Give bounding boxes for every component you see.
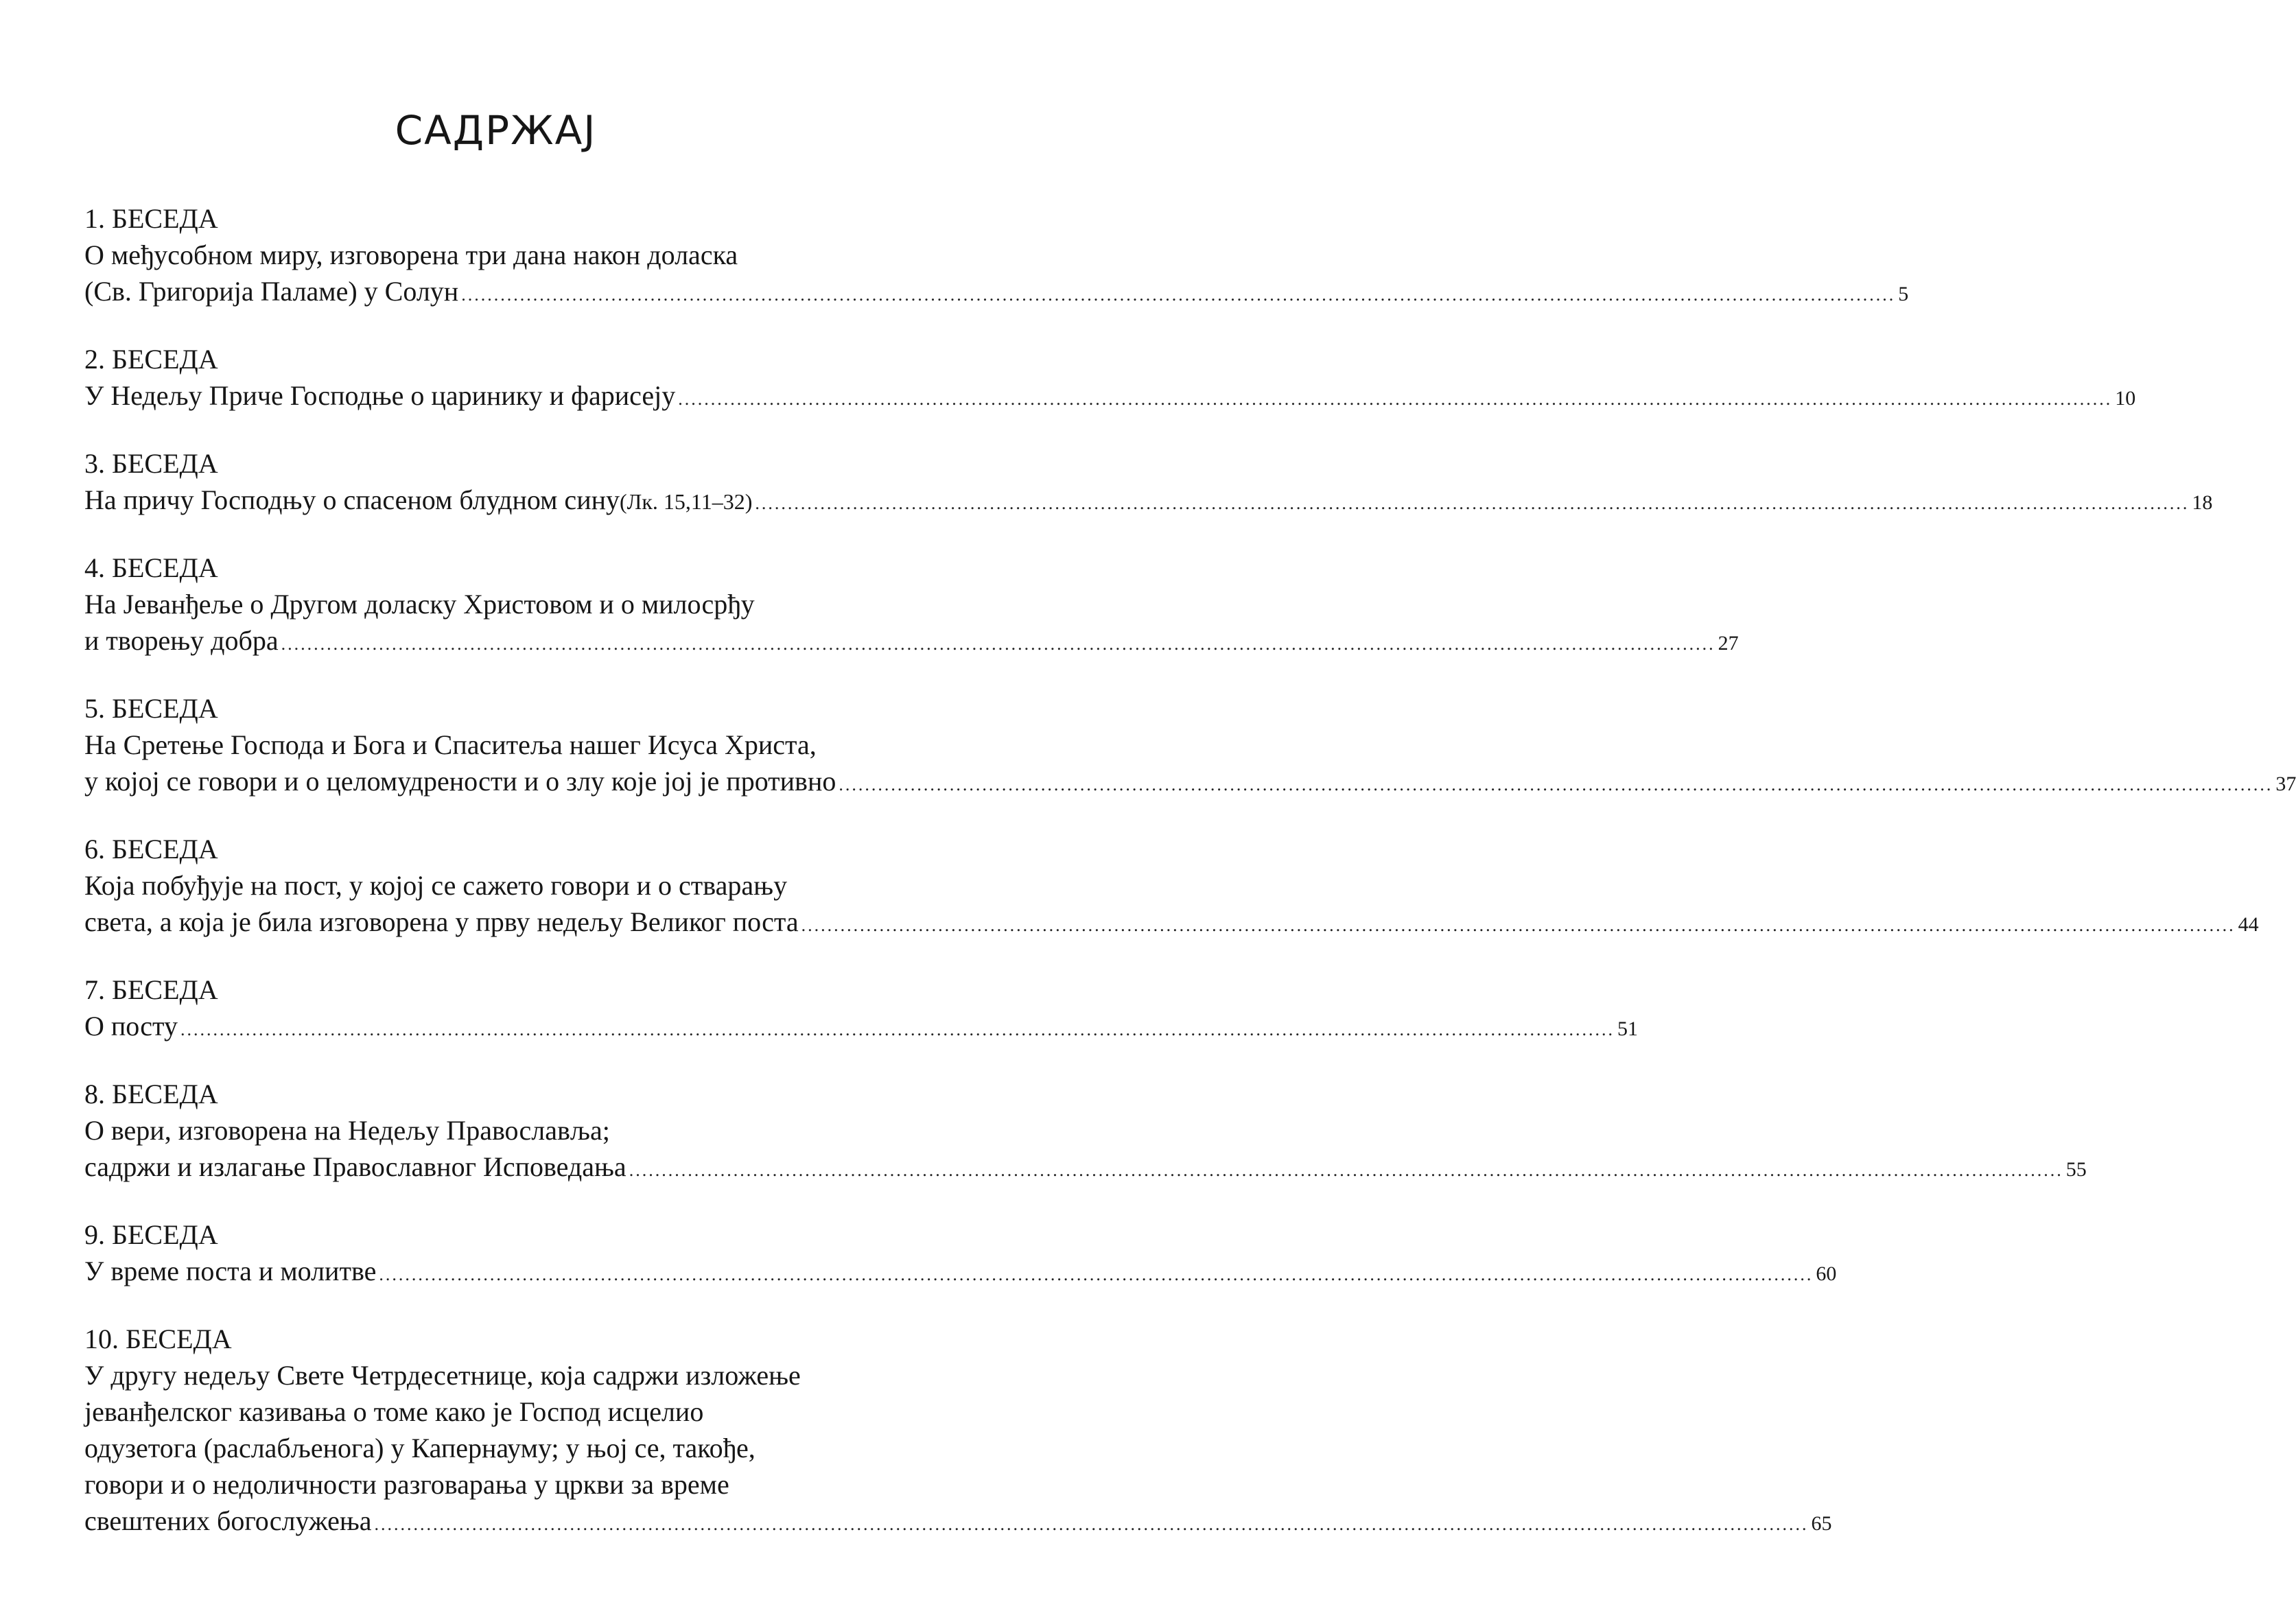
toc-entry-reference: (Лк. 15,11–32) [620, 489, 753, 514]
toc-entry-text: У Недељу Приче Господње о царинику и фарисеју [84, 380, 676, 411]
toc-entry-line: У другу недељу Свете Четрдесетнице, која садржи изложење [84, 1360, 801, 1391]
toc-entry [84, 1321, 1832, 1542]
toc-entry-heading: 5. БЕСЕДА [84, 693, 218, 724]
toc-entry-text: садржи и излагање Православног Исповедања [84, 1151, 626, 1182]
toc-entry [84, 200, 1909, 313]
toc-page-number: 5 [1898, 283, 1909, 305]
toc-entry-last-line [84, 482, 2213, 521]
toc-entry [84, 690, 2296, 803]
toc-entry-line: О вери, изговорена на Недељу Православља; [84, 1115, 610, 1146]
toc-entry-heading: 6. БЕСЕДА [84, 834, 218, 864]
toc-entry-line: одузетога (раслабљенога) у Капернауму; у њој се, такође, [84, 1433, 755, 1463]
toc-entry-text: О посту [84, 1011, 178, 1042]
toc-page-number: 60 [1816, 1262, 1837, 1285]
toc-entry-heading: 3. БЕСЕДА [84, 448, 218, 479]
dot-leader: ............................................................................................................................................................................................................................ [755, 493, 2190, 513]
dot-leader: ............................................................................................................................................................................................................................ [678, 389, 2113, 409]
page-title: САДРЖАЈ [395, 107, 597, 154]
toc-entry-line: Која побуђује на пост, у којој се сажето говори и о стварању [84, 870, 788, 901]
toc-entry-text: На причу Господњу о спасеном блудном сину [84, 484, 620, 515]
toc-entry [84, 972, 1638, 1048]
toc-entry-line: О међусобном миру, изговорена три дана након доласка [84, 239, 738, 270]
toc-entry-text: у којој се говори и о целомудрености и о злу које јој је противно [84, 766, 836, 797]
dot-leader: ............................................................................................................................................................................................................................ [379, 1264, 1814, 1284]
toc-entry-last-line [84, 377, 2136, 417]
toc-entry-text: свештених богослужења [84, 1505, 372, 1536]
toc-entry-last-line [84, 904, 2259, 943]
dot-leader: ............................................................................................................................................................................................................................ [629, 1160, 2063, 1180]
toc-entry-heading: 8. БЕСЕДА [84, 1079, 218, 1109]
toc-entry-text: и творењу добра [84, 625, 279, 656]
dot-leader: ............................................................................................................................................................................................................................ [180, 1020, 1615, 1039]
toc-entry-last-line [84, 622, 1739, 662]
toc-entry-heading: 9. БЕСЕДА [84, 1219, 218, 1250]
toc-entry-heading: 7. БЕСЕДА [84, 974, 218, 1005]
toc-entry [84, 1216, 1837, 1293]
toc-entry [84, 445, 2213, 521]
toc-entry-last-line [84, 273, 1909, 313]
toc-page-number: 27 [1718, 632, 1739, 655]
toc-page-number: 51 [1617, 1017, 1638, 1040]
dot-leader: ............................................................................................................................................................................................................................ [461, 285, 1896, 305]
dot-leader: ............................................................................................................................................................................................................................ [839, 775, 2273, 795]
toc-entry-heading: 10. БЕСЕДА [84, 1323, 232, 1354]
toc-entry-heading: 4. БЕСЕДА [84, 552, 218, 583]
toc-page-number: 37 [2275, 773, 2296, 795]
toc-entry-last-line [84, 763, 2296, 803]
toc-entry-line: јеванђелског казивања о томе како је Господ исцелио [84, 1396, 704, 1427]
toc-entry-heading: 1. БЕСЕДА [84, 203, 218, 234]
toc-entry [84, 831, 2259, 943]
toc-entry-line: На Јеванђеље о Другом доласку Христовом и о милосрђу [84, 589, 755, 620]
toc-page-number: 10 [2115, 387, 2136, 410]
toc-page-number: 65 [1811, 1512, 1832, 1535]
toc-entry-text: У време поста и молитве [84, 1256, 377, 1286]
toc-entry-last-line [84, 1253, 1837, 1293]
dot-leader: ............................................................................................................................................................................................................................ [281, 634, 1715, 654]
toc-entry-line: На Сретење Господа и Бога и Спаситеља нашег Исуса Христа, [84, 729, 817, 760]
toc-entry-text: света, а која је била изговорена у прву недељу Великог поста [84, 906, 799, 937]
toc-entry [84, 1076, 2087, 1188]
toc-page-number: 18 [2192, 491, 2213, 514]
toc-entry-heading: 2. БЕСЕДА [84, 344, 218, 375]
toc-entry-text: (Св. Григорија Паламе) у Солун [84, 276, 459, 307]
toc-entry-last-line [84, 1149, 2087, 1188]
toc-entry-line: говори и о недоличности разговарања у цркви за време [84, 1469, 729, 1500]
toc-page-number: 55 [2065, 1158, 2087, 1181]
dot-leader: ............................................................................................................................................................................................................................ [374, 1514, 1809, 1534]
table-of-contents [84, 200, 2296, 1570]
toc-entry [84, 550, 1739, 662]
toc-entry-last-line [84, 1503, 1832, 1542]
dot-leader: ............................................................................................................................................................................................................................ [801, 915, 2236, 935]
toc-page-number: 44 [2238, 913, 2259, 936]
toc-entry [84, 341, 2136, 417]
toc-entry-last-line [84, 1008, 1638, 1048]
